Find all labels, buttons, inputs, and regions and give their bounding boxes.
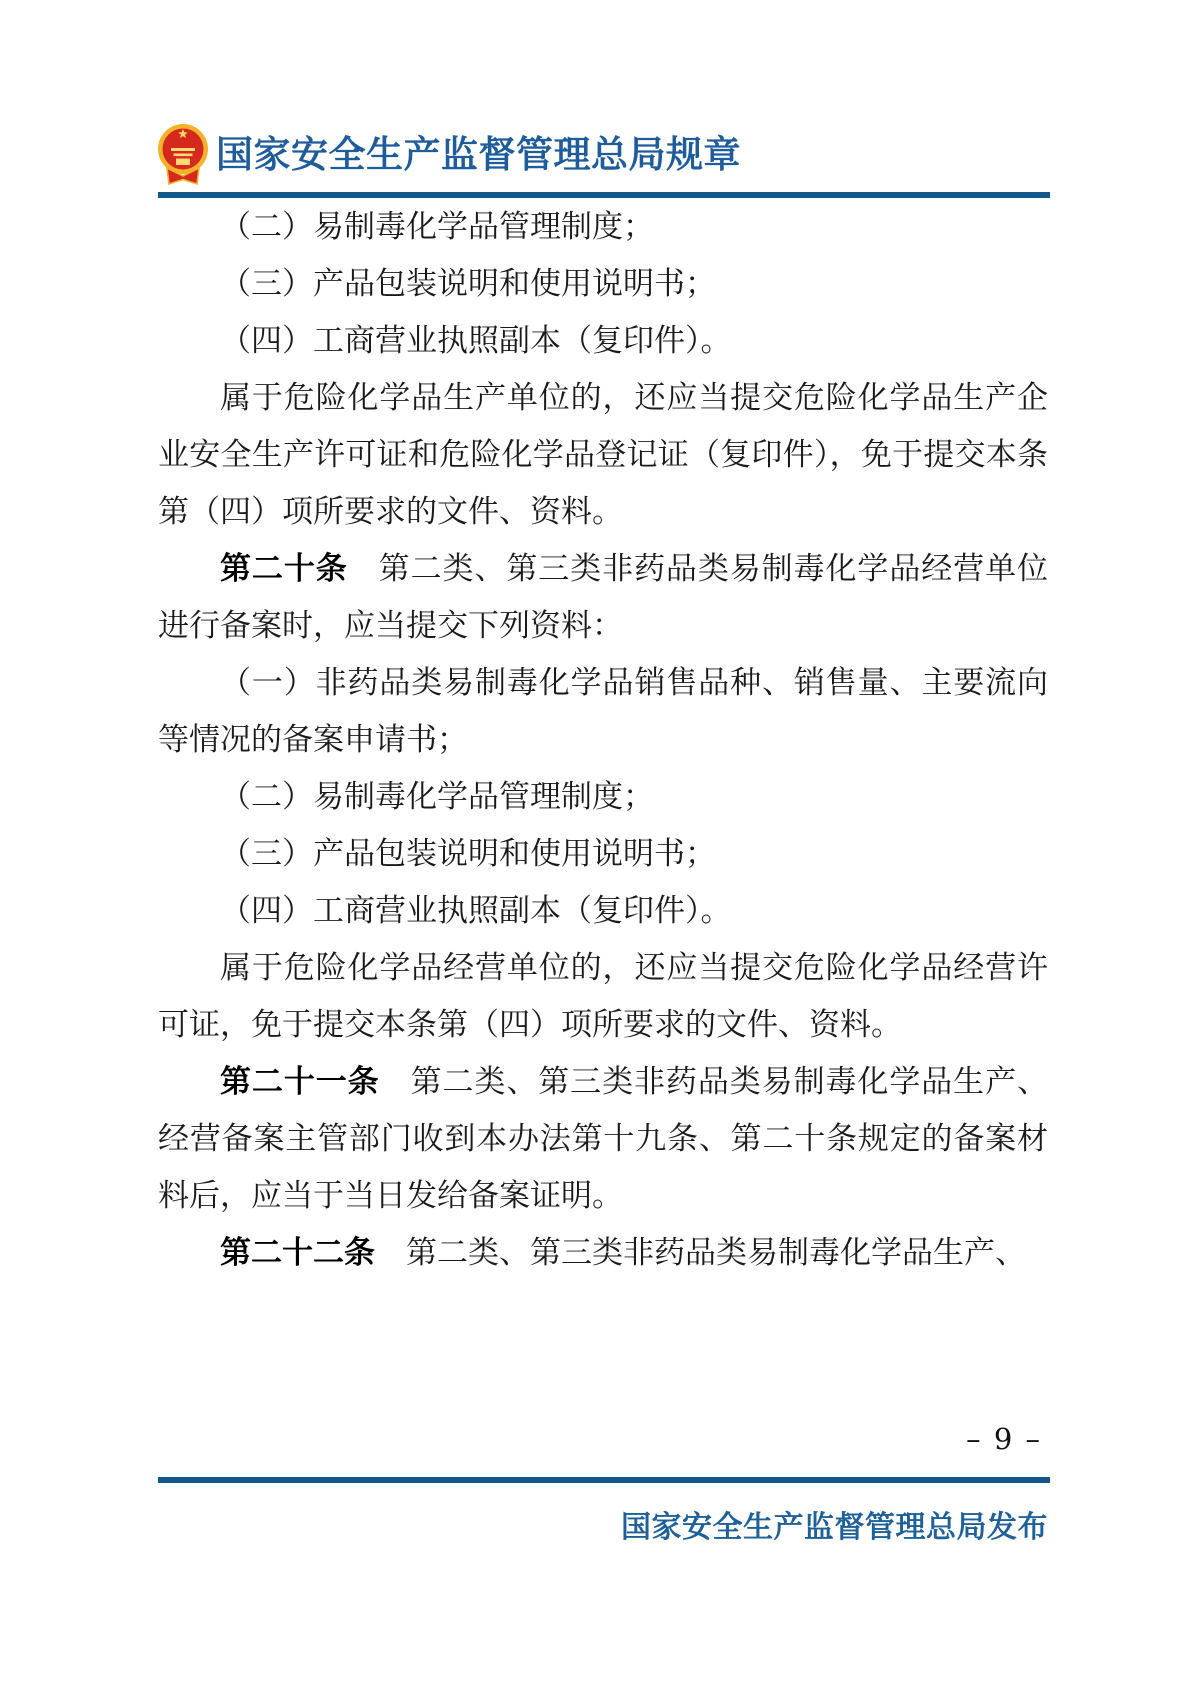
paragraph-text: （一）非药品类易制毒化学品销售品种、销售量、主要流向等情况的备案申请书；: [158, 665, 1048, 758]
body-paragraph: [158, 313, 1048, 370]
body-paragraph: [158, 256, 1048, 313]
paragraph-text: 属于危险化学品生产单位的，还应当提交危险化学品生产企业安全生产许可证和危险化学品登记证（复印件），免于提交本条第（四）项所要求的文件、资料。: [158, 380, 1048, 530]
paragraph-text: 属于危险化学品经营单位的，还应当提交危险化学品经营许可证，免于提交本条第（四）项所要求的文件、资料。: [158, 950, 1048, 1043]
paragraph-text: 第二类、第三类非药品类易制毒化学品生产、经营备案主管部门收到本办法第十九条、第二十条规定的备案材料后，应当于当日发给备案证明。: [158, 1064, 1049, 1214]
document-body: [158, 199, 1048, 1282]
body-paragraph: [158, 199, 1048, 256]
body-paragraph: [158, 655, 1048, 769]
article-number-label: 第二十二条: [220, 1235, 375, 1271]
body-paragraph: [158, 940, 1048, 1054]
paragraph-text: （三）产品包装说明和使用说明书；: [220, 836, 716, 872]
paragraph-text: （四）工商营业执照副本（复印件）。: [220, 323, 732, 359]
article-number-label: 第二十条: [220, 551, 348, 587]
article-paragraph: [158, 1054, 1048, 1225]
article-paragraph: [158, 1225, 1048, 1282]
body-paragraph: [158, 370, 1048, 541]
paragraph-text: 第二类、第三类非药品类易制毒化学品经营单位进行备案时，应当提交下列资料：: [158, 551, 1049, 644]
publisher-line: 国家安全生产监督管理总局发布: [621, 1511, 1048, 1544]
paragraph-text: （二）易制毒化学品管理制度；: [220, 779, 654, 815]
paragraph-text: 第二类、第三类非药品类易制毒化学品生产、: [406, 1235, 1026, 1271]
paragraph-text: （三）产品包装说明和使用说明书；: [220, 266, 716, 302]
body-paragraph: [158, 826, 1048, 883]
article-paragraph: [158, 541, 1048, 655]
footer-rule: [158, 1477, 1050, 1483]
article-number-label: 第二十一条: [220, 1064, 380, 1100]
page-number: – 9 –: [966, 1422, 1042, 1456]
body-paragraph: [158, 769, 1048, 826]
body-paragraph: [158, 883, 1048, 940]
china-national-emblem-icon: [156, 121, 210, 189]
paragraph-text: （四）工商营业执照副本（复印件）。: [220, 893, 732, 929]
header-rule: [158, 192, 1050, 198]
paragraph-text: （二）易制毒化学品管理制度；: [220, 209, 654, 245]
page-header-title: 国家安全生产监督管理总局规章: [216, 134, 741, 175]
